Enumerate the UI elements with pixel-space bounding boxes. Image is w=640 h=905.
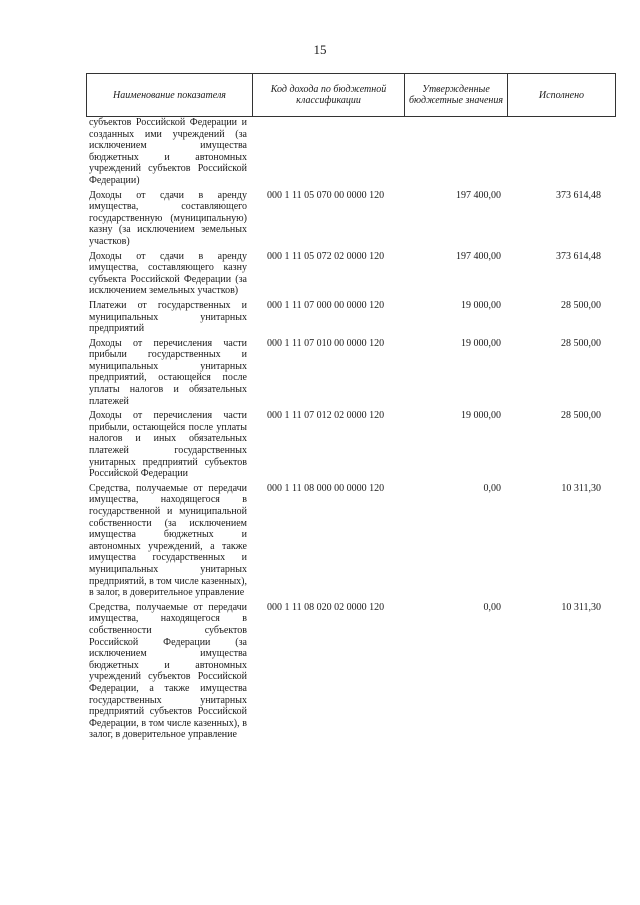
table-row — [86, 190, 616, 248]
row-name: Платежи от государственных и муниципальных унитарных предприятий — [89, 299, 247, 335]
header-executed: Исполнено — [538, 89, 585, 101]
row-code: 000 1 11 07 010 00 0000 120 — [267, 337, 385, 349]
row-executed: 28 500,00 — [561, 299, 601, 311]
row-name: Средства, получаемые от передачи имущества, находящегося в собственности субъектов Российской Федерации (за исключением имущества бюджетных и автономных учреждений субъектов Российской Федерации, а также имущества государственных унитарных предприятий субъектов Российской Федерации, в том числе казенных), в залог, в доверительное управление — [89, 601, 247, 741]
table-row — [86, 300, 616, 335]
row-name: субъектов Российской Федерации и созданных ими учреждений (за исключением имущества бюджетных и автономных учреждений субъектов Российской Федерации) — [89, 117, 247, 186]
row-executed: 373 614,48 — [556, 189, 601, 201]
table-row — [86, 483, 616, 599]
row-name: Средства, получаемые от передачи имущества, находящегося в государственной и муниципальной собственности (за исключением имущества бюджетных и автономных учреждений, а также имущества государственных и муниципальных унитарных предприятий, в том числе казенных), в залог, в доверительное управление — [89, 482, 247, 599]
row-code: 000 1 11 05 072 02 0000 120 — [267, 250, 385, 262]
table-row — [86, 117, 616, 187]
header-planned: Утвержденные бюджетные значения — [405, 74, 508, 116]
row-planned: 19 000,00 — [461, 410, 501, 422]
row-planned: 19 000,00 — [461, 337, 501, 349]
row-name: Доходы от перечисления части прибыли, остающейся после уплаты налогов и иных обязательных платежей государственных унитарных предприятий субъектов Российской Федерации — [89, 410, 247, 480]
table-row — [86, 338, 616, 408]
row-executed: 373 614,48 — [556, 250, 601, 262]
row-planned: 0,00 — [483, 482, 501, 494]
row-planned: 0,00 — [483, 601, 501, 613]
table-row — [86, 410, 616, 480]
row-name: Доходы от сдачи в аренду имущества, составляющего государственную (муниципальную) казну (за исключением земельных участков) — [89, 189, 247, 247]
row-planned: 19 000,00 — [461, 299, 501, 311]
revenue-table — [86, 73, 616, 741]
header-code: Код дохода по бюджетной классификации — [253, 74, 405, 116]
row-executed: 10 311,30 — [561, 601, 601, 613]
row-code: 000 1 11 07 012 02 0000 120 — [267, 410, 385, 422]
row-name: Доходы от сдачи в аренду имущества, составляющего казну субъекта Российской Федерации (за исключением земельных участков) — [89, 250, 247, 297]
row-name: Доходы от перечисления части прибыли государственных и муниципальных унитарных предприятий, остающейся после уплаты налогов и обязательных платежей — [89, 337, 247, 407]
row-code: 000 1 11 07 000 00 0000 120 — [267, 299, 385, 311]
header-name: Наименование показателя — [87, 74, 253, 116]
row-code: 000 1 11 08 000 00 0000 120 — [267, 482, 385, 494]
table-row — [86, 602, 616, 741]
row-planned: 197 400,00 — [456, 189, 501, 201]
table-header — [86, 73, 616, 117]
row-executed: 10 311,30 — [561, 482, 601, 494]
page-number: 15 — [313, 42, 327, 57]
table-row — [86, 251, 616, 297]
row-executed: 28 500,00 — [561, 410, 601, 422]
row-code: 000 1 11 08 020 02 0000 120 — [267, 601, 385, 613]
row-executed: 28 500,00 — [561, 337, 601, 349]
row-code: 000 1 11 05 070 00 0000 120 — [267, 189, 385, 201]
row-planned: 197 400,00 — [456, 250, 501, 262]
